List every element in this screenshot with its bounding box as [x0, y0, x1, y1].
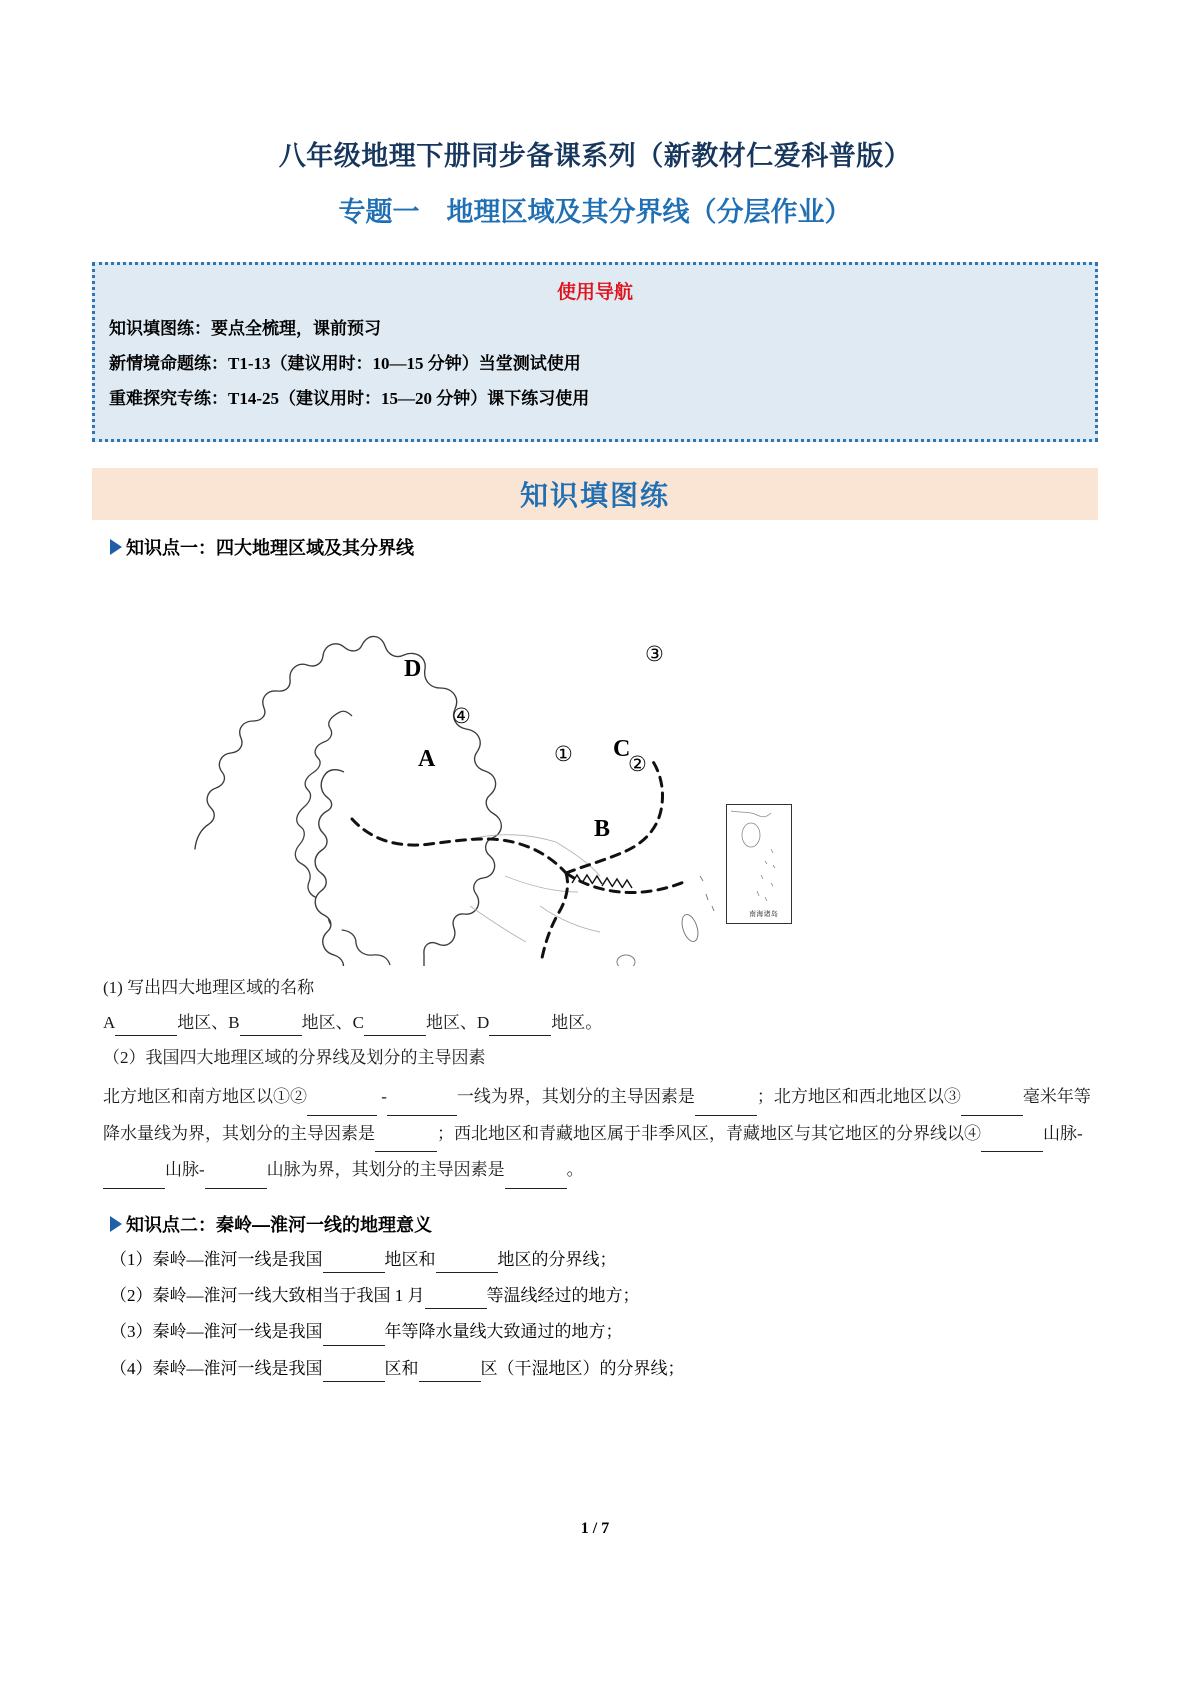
question-2-title: （2）我国四大地理区域的分界线及划分的主导因素 — [103, 1047, 486, 1067]
question-1-title: (1) 写出四大地理区域的名称 — [103, 977, 315, 997]
q2-blank-6[interactable] — [981, 1133, 1043, 1152]
usage-navigation-box — [92, 262, 1098, 442]
south-china-sea-inset — [726, 804, 792, 924]
q2-seg-3: 一线为界，其划分的主导因素是 — [456, 1087, 695, 1107]
map-label-B: B — [594, 815, 611, 842]
kp2-item-2-blank-1[interactable] — [425, 1291, 487, 1310]
kp2-item-2-mid: 等温线经过的地方； — [486, 1286, 640, 1306]
q2-seg-10: 。 — [566, 1160, 584, 1180]
kp2-item-4-lead: （4）秦岭—淮河一线是我国 — [110, 1358, 323, 1378]
triangle-bullet-icon-2 — [110, 1216, 122, 1232]
q1-tail-b: 地区、 — [301, 1012, 353, 1032]
knowledge-point-1-heading — [110, 534, 1190, 560]
kp2-item-1-blank-2[interactable] — [436, 1254, 498, 1273]
map-marker-1: ① — [554, 741, 573, 766]
kp2-item-3-blank-1[interactable] — [323, 1327, 385, 1346]
map-label-C: C — [613, 735, 631, 762]
kp2-item-1-mid2: 地区的分界线； — [497, 1249, 617, 1269]
q1-label-d: D — [476, 1012, 490, 1032]
kp2-item-1-lead: （1）秦岭—淮河一线是我国 — [110, 1249, 323, 1269]
q2-blank-5[interactable] — [375, 1133, 437, 1152]
q2-seg-9: 山脉为界，其划分的主导因素是 — [266, 1160, 505, 1180]
q2-blank-4[interactable] — [961, 1097, 1023, 1116]
q2-seg-6: ；西北地区和青藏地区属于非季风区，青藏地区与其它地区的分界线以④ — [437, 1123, 981, 1143]
knowledge-point-2-title: 知识点二：秦岭—淮河一线的地理意义 — [126, 1214, 432, 1235]
map-marker-2: ② — [628, 751, 647, 776]
q2-blank-7[interactable] — [103, 1170, 165, 1189]
q1-label-c: C — [352, 1012, 364, 1032]
kp2-item-3-lead: （3）秦岭—淮河一线是我国 — [110, 1322, 323, 1342]
q2-blank-2[interactable] — [387, 1097, 457, 1116]
kp2-item-4-mid: 区和 — [384, 1358, 419, 1378]
kp2-item-1-blank-1[interactable] — [323, 1254, 385, 1273]
nav-line-new-scenario: 新情境命题练：T1-13（建议用时：10—15 分钟）当堂测试使用 — [109, 353, 581, 373]
q1-tail-a: 地区、 — [177, 1012, 229, 1032]
kp2-item-2 — [110, 1283, 1190, 1309]
document-subtitle: 专题一 地理区域及其分界线（分层作业） — [338, 197, 852, 228]
kp2-item-4-blank-1[interactable] — [323, 1363, 385, 1382]
q2-blank-3[interactable] — [695, 1097, 757, 1116]
document-title: 八年级地理下册同步备课系列（新教材仁爱科普版） — [278, 141, 912, 171]
q2-blank-1[interactable] — [307, 1097, 377, 1116]
map-marker-4: ④ — [452, 703, 471, 728]
q1-blank-c[interactable] — [364, 1017, 426, 1036]
question-1-blanks — [103, 1009, 1093, 1036]
question-2-body — [103, 1079, 1093, 1189]
kp2-item-3 — [110, 1319, 1190, 1345]
map-label-A: A — [418, 745, 436, 772]
map-label-D: D — [404, 655, 422, 682]
q1-tail-d: 地区。 — [551, 1012, 603, 1032]
kp2-item-3-mid: 年等降水量线大致通过的地方； — [384, 1322, 623, 1342]
nav-line-difficult-topics: 重难探究专练：T14-25（建议用时：15—20 分钟）课下练习使用 — [109, 388, 590, 408]
kp2-item-1-mid: 地区和 — [384, 1249, 436, 1269]
q1-blank-d[interactable] — [489, 1017, 551, 1036]
q2-seg-8: 山脉- — [165, 1160, 205, 1180]
q2-seg-2: - — [381, 1087, 387, 1107]
china-regions-map — [0, 576, 1190, 966]
q1-tail-c: 地区、 — [425, 1012, 477, 1032]
inset-map-svg — [727, 805, 789, 909]
knowledge-point-1-title: 知识点一：四大地理区域及其分界线 — [126, 537, 414, 558]
inset-caption: 南海诸岛 — [749, 910, 779, 918]
q2-seg-1: 北方地区和南方地区以①② — [103, 1087, 307, 1107]
q2-blank-9[interactable] — [505, 1170, 567, 1189]
map-marker-3: ③ — [645, 641, 664, 666]
china-map-svg — [0, 576, 1190, 966]
page-footer: 1 / 7 — [580, 1520, 610, 1537]
kp2-item-2-lead: （2）秦岭—淮河一线大致相当于我国 1 月 — [110, 1286, 425, 1306]
knowledge-point-2-heading — [110, 1211, 1190, 1237]
q1-label-a: A — [103, 1012, 116, 1032]
kp2-item-1 — [110, 1247, 1190, 1273]
kp2-item-4-blank-2[interactable] — [419, 1363, 481, 1382]
kp2-item-4-mid2: 区（干湿地区）的分界线； — [480, 1358, 685, 1378]
q2-seg-7: 山脉- — [1043, 1123, 1083, 1143]
q1-label-b: B — [228, 1012, 240, 1032]
q2-blank-8[interactable] — [205, 1170, 267, 1189]
kp2-item-4 — [110, 1356, 1190, 1382]
section-banner-text: 知识填图练 — [519, 480, 670, 512]
q1-blank-b[interactable] — [240, 1017, 302, 1036]
nav-box-title: 使用导航 — [556, 281, 633, 303]
q2-seg-4: ；北方地区和西北地区以③ — [756, 1087, 961, 1107]
q1-blank-a[interactable] — [115, 1017, 177, 1036]
triangle-bullet-icon — [110, 539, 122, 555]
section-banner — [92, 468, 1098, 520]
q2-seg-5: 毫米年等降水量线为界，其划分的主导因素是 — [103, 1087, 1091, 1143]
nav-line-knowledge: 知识填图练：要点全梳理，课前预习 — [109, 318, 381, 338]
